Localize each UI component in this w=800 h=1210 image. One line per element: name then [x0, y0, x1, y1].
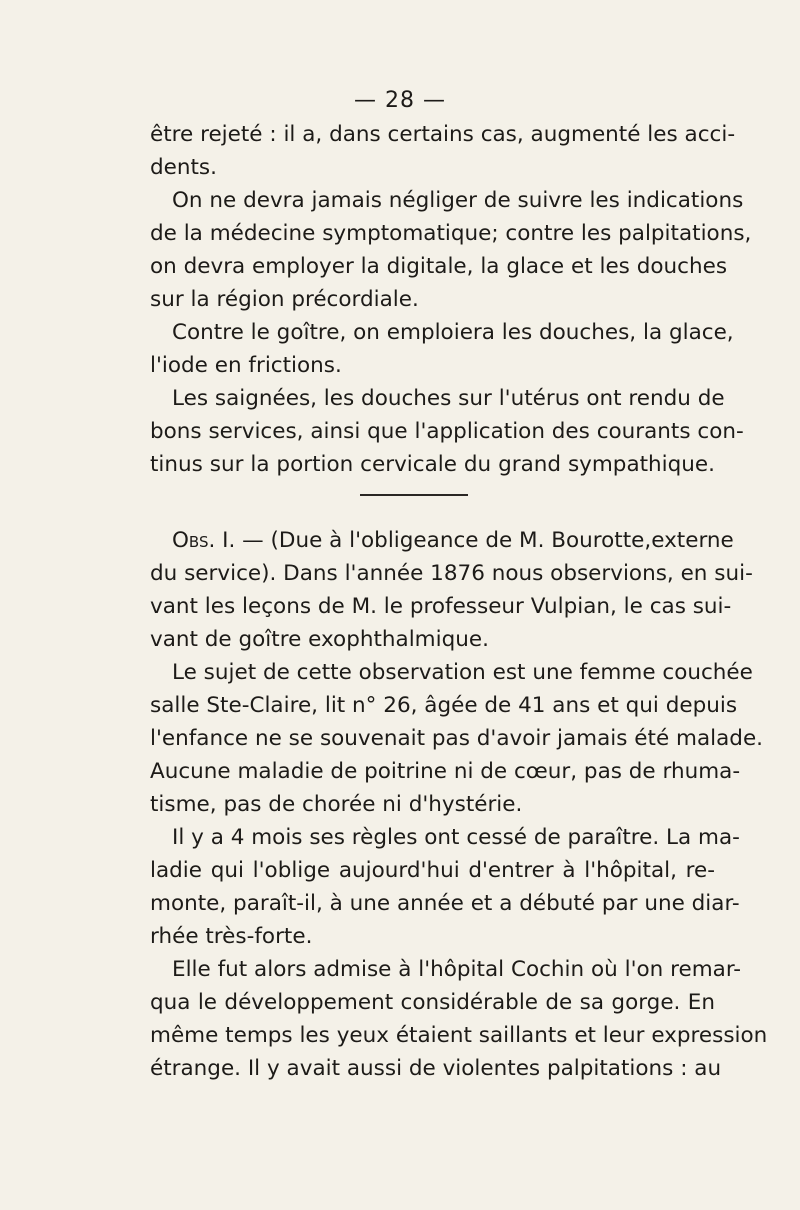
observation-section [150, 524, 768, 1085]
text-line: l'iode en frictions. [150, 353, 342, 378]
text-line: Le sujet de cette observation est une femme couchée [172, 660, 753, 685]
observation-label: Obs. I. [172, 528, 236, 553]
text-line: rhée très-forte. [150, 924, 313, 949]
text-line: être rejeté : il a, dans certains cas, augmenté les acci- [150, 122, 736, 147]
section-divider [360, 494, 468, 496]
text-line: monte, paraît-il, à une année et a débuté par une diar- [150, 891, 740, 916]
text-line: Contre le goître, on emploiera les douches, la glace, [172, 320, 734, 345]
text-line: sur la région précordiale. [150, 287, 419, 312]
text-line: du service). Dans l'année 1876 nous observions, en sui- [150, 561, 753, 586]
text-line: Les saignées, les douches sur l'utérus ont rendu de [172, 386, 725, 411]
text-line: de la médecine symptomatique; contre les palpitations, [150, 221, 752, 246]
treatment-section [150, 118, 752, 481]
text-line: Il y a 4 mois ses règles ont cessé de paraître. La ma- [172, 825, 740, 850]
observation-heading-text: — (Due à l'obligeance de M. Bourotte,externe [235, 528, 734, 553]
text-line: même temps les yeux étaient saillants et leur expression [150, 1023, 768, 1048]
text-line: étrange. Il y avait aussi de violentes palpitations : au [150, 1056, 722, 1081]
text-line: Elle fut alors admise à l'hôpital Cochin où l'on remar- [172, 957, 742, 982]
text-line: Aucune maladie de poitrine ni de cœur, pas de rhuma- [150, 759, 741, 784]
text-line: tisme, pas de chorée ni d'hystérie. [150, 792, 523, 817]
text-line: salle Ste-Claire, lit n° 26, âgée de 41 ans et qui depuis [150, 693, 738, 718]
text-line: tinus sur la portion cervicale du grand sympathique. [150, 452, 715, 477]
text-line: dents. [150, 155, 217, 180]
page-number: — 28 — [354, 88, 446, 113]
text-line: on devra employer la digitale, la glace et les douches [150, 254, 728, 279]
observation-heading-line [150, 524, 734, 557]
text-line: l'enfance ne se souvenait pas d'avoir jamais été malade. [150, 726, 764, 751]
text-line: vant de goître exophthalmique. [150, 627, 489, 652]
text-line: vant les leçons de M. le professeur Vulpian, le cas sui- [150, 594, 732, 619]
text-line: ladie qui l'oblige aujourd'hui d'entrer à l'hôpital, re- [150, 858, 715, 883]
text-line: On ne devra jamais négliger de suivre les indications [172, 188, 744, 213]
text-line: bons services, ainsi que l'application des courants con- [150, 419, 744, 444]
text-line: qua le développement considérable de sa gorge. En [150, 990, 715, 1015]
